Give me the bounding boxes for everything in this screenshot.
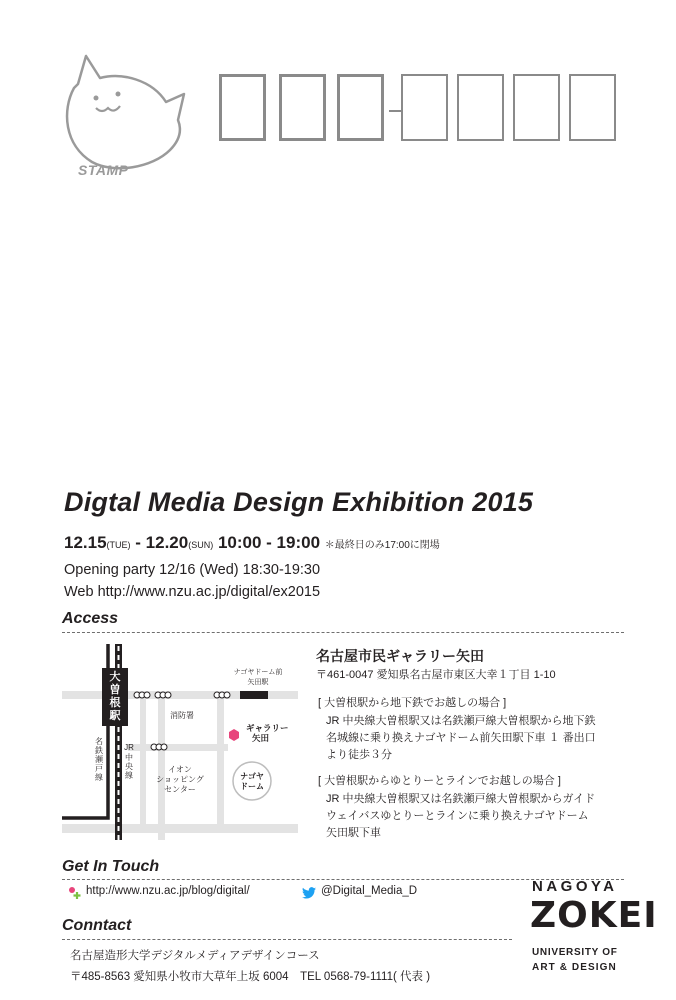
svg-text:イオン: イオン [168, 765, 192, 774]
svg-text:ナゴヤドーム前: ナゴヤドーム前 [233, 669, 283, 676]
svg-text:鉄: 鉄 [95, 746, 103, 755]
svg-text:名: 名 [95, 737, 103, 746]
map-road [140, 699, 146, 824]
date-start: 12.15 [64, 533, 107, 552]
opening-hours: 10:00 - 19:00 [217, 533, 321, 552]
svg-text:根: 根 [109, 697, 121, 709]
divider [62, 632, 624, 633]
postal-code-dash [389, 110, 401, 112]
contact-heading: Conntact [62, 917, 132, 934]
exhibition-dates: 12.15(TUE) - 12.20(SUN) 10:00 - 19:00 ＊最終日のみ17:00に閉場 [64, 533, 440, 552]
get-in-touch-heading: Get In Touch [62, 858, 160, 875]
twitter-icon [302, 887, 316, 899]
route-bus-line: ウェイバスゆとりーとラインに乗り換えナゴヤドーム [326, 810, 589, 822]
stamp-label: STAMP [78, 162, 129, 178]
map-yada-station [240, 691, 268, 699]
postal-code-box[interactable] [401, 74, 448, 141]
svg-text:中: 中 [125, 753, 133, 762]
route-bus-line: 矢田駅下車 [326, 827, 381, 839]
map-meitetsu-label [95, 736, 104, 782]
map-meitetsu-line [62, 644, 108, 818]
postal-code-box[interactable] [513, 74, 560, 141]
twitter-handle[interactable]: @Digital_Media_D [321, 885, 418, 897]
route-subway-line: 名城線に乗り換えナゴヤドーム前矢田駅下車 １ 番出口 [326, 732, 596, 744]
gallery-name: 名古屋市民ギャラリー矢田 [316, 648, 484, 664]
postal-code-box[interactable] [219, 74, 266, 141]
route-subway-heading: [ 大曽根駅から地下鉄でお越しの場合 ] [318, 697, 507, 709]
postal-code-box[interactable] [279, 74, 326, 141]
opening-party: Opening party 12/16 (Wed) 18:30-19:30 [64, 562, 321, 578]
route-bus-heading: [ 大曽根駅からゆとりーとラインでお越しの場合 ] [318, 775, 561, 787]
blog-link[interactable]: http://www.nzu.ac.jp/blog/digital/ [86, 885, 250, 897]
access-heading: Access [62, 610, 119, 627]
exhibition-title: Digtal Media Design Exhibition 2015 [64, 487, 534, 517]
map-subway-mark [134, 692, 230, 750]
svg-text:ショッピング: ショッピング [156, 775, 204, 784]
postal-code-box[interactable] [569, 74, 616, 141]
postal-code-box[interactable] [457, 74, 504, 141]
access-map [62, 644, 298, 840]
map-fire-station: 消防署 [170, 711, 194, 720]
logo-art-design: ART & DESIGN [532, 962, 617, 973]
blog-plus-icon [68, 886, 82, 900]
logo-nagoya: NAGOYA [532, 878, 618, 895]
svg-text:曽: 曽 [109, 684, 121, 696]
divider [62, 939, 512, 940]
svg-text:センター: センター [164, 785, 196, 794]
svg-text:JR: JR [124, 743, 134, 752]
route-bus-line: JR 中央線大曽根駅又は名鉄瀬戸線大曽根駅からガイド [326, 793, 596, 805]
logo-university-of: UNIVERSITY OF [532, 947, 618, 958]
day-end: (SUN) [188, 540, 214, 550]
svg-text:ドーム: ドーム [240, 782, 264, 791]
exhibition-web[interactable]: Web http://www.nzu.ac.jp/digital/ex2015 [64, 584, 321, 600]
svg-text:大: 大 [109, 671, 121, 683]
map-gallery-label: ギャラリー [246, 723, 289, 733]
svg-text:矢田駅: 矢田駅 [247, 679, 269, 686]
map-nagoya-dome [233, 762, 271, 800]
svg-text:ナゴヤ: ナゴヤ [240, 772, 264, 781]
svg-text:戸: 戸 [95, 764, 103, 773]
svg-text:央: 央 [125, 762, 133, 771]
contact-organization: 名古屋造形大学デジタルメディアデザインコース [70, 950, 320, 962]
map-road [62, 824, 298, 833]
svg-text:瀬: 瀬 [95, 755, 103, 764]
svg-text:矢田: 矢田 [252, 733, 270, 743]
map-jr-label [124, 743, 134, 780]
svg-text:線: 線 [95, 773, 103, 782]
contact-address: 〒485-8563 愛知県小牧市大草年上坂 6004 TEL 0568-79-1111( 代表 ) [70, 971, 431, 983]
gallery-address: 〒461-0047 愛知県名古屋市東区大幸１丁目 1-10 [316, 669, 556, 681]
postal-code-box[interactable] [337, 74, 384, 141]
closing-note: ＊最終日のみ17:00に閉場 [324, 540, 440, 551]
svg-text:駅: 駅 [109, 710, 121, 722]
map-gallery-marker [229, 729, 239, 741]
logo-zokei: ZOKEI [530, 895, 658, 936]
map-road [158, 699, 165, 840]
date-end: 12.20 [145, 533, 189, 552]
route-subway-line: より徒歩３分 [326, 749, 392, 761]
map-road [217, 699, 224, 829]
day-start: (TUE) [106, 540, 131, 550]
svg-text:線: 線 [125, 771, 133, 780]
route-subway-line: JR 中央線大曽根駅又は名鉄瀬戸線大曽根駅から地下鉄 [326, 715, 596, 727]
